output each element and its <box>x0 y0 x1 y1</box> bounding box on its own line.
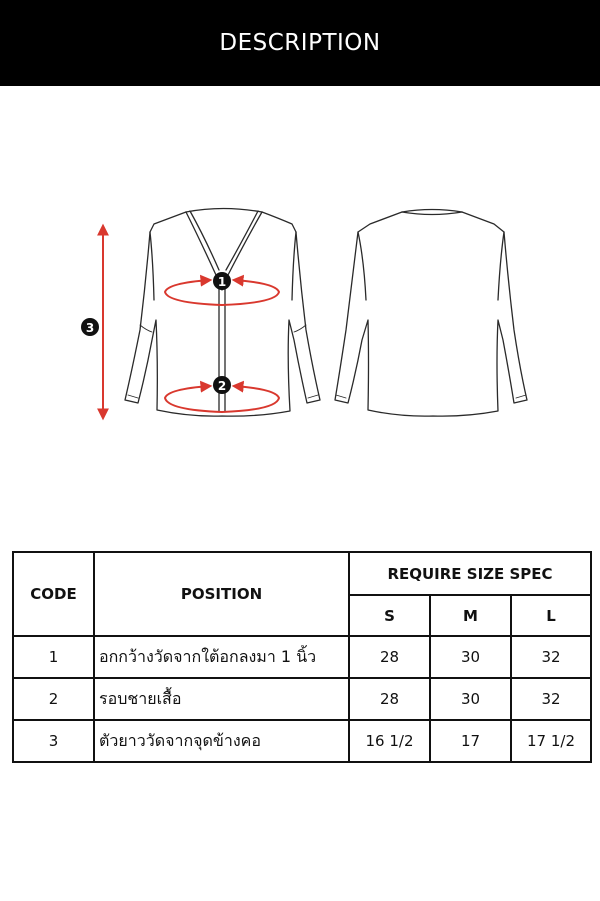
marker-2-label: 2 <box>217 379 227 393</box>
row-size-m: 17 <box>430 720 511 762</box>
size-spec-table <box>12 551 592 763</box>
table-header-row <box>13 552 591 595</box>
garment-measurement-illustration <box>0 190 600 440</box>
row-size-s: 28 <box>349 636 430 678</box>
header-code: CODE <box>13 552 94 636</box>
row-size-m: 30 <box>430 678 511 720</box>
header-require-size-spec: REQUIRE SIZE SPEC <box>349 552 591 595</box>
row-size-m: 30 <box>430 636 511 678</box>
header-size-s: S <box>349 595 430 636</box>
row-size-l: 17 1/2 <box>511 720 591 762</box>
header-size-l: L <box>511 595 591 636</box>
row-code: 1 <box>13 636 94 678</box>
back-cardigan-drawing <box>335 210 527 417</box>
header-size-m: M <box>430 595 511 636</box>
row-code: 3 <box>13 720 94 762</box>
marker-1-label: 1 <box>217 275 227 289</box>
page-title: DESCRIPTION <box>219 30 381 56</box>
row-size-s: 28 <box>349 678 430 720</box>
marker-3-label: 3 <box>85 321 95 335</box>
table-row <box>13 720 591 762</box>
table-row <box>13 636 591 678</box>
measure-hem <box>165 376 279 412</box>
table-row <box>13 678 591 720</box>
measure-chest <box>165 272 279 305</box>
row-position: รอบชายเสื้อ <box>94 678 349 720</box>
measure-length <box>81 226 103 418</box>
row-code: 2 <box>13 678 94 720</box>
row-position: ตัวยาววัดจากจุดข้างคอ <box>94 720 349 762</box>
row-size-s: 16 1/2 <box>349 720 430 762</box>
header-position: POSITION <box>94 552 349 636</box>
row-size-l: 32 <box>511 678 591 720</box>
row-position: อกกว้างวัดจากใต้อกลงมา 1 นิ้ว <box>94 636 349 678</box>
row-size-l: 32 <box>511 636 591 678</box>
description-header <box>0 0 600 86</box>
